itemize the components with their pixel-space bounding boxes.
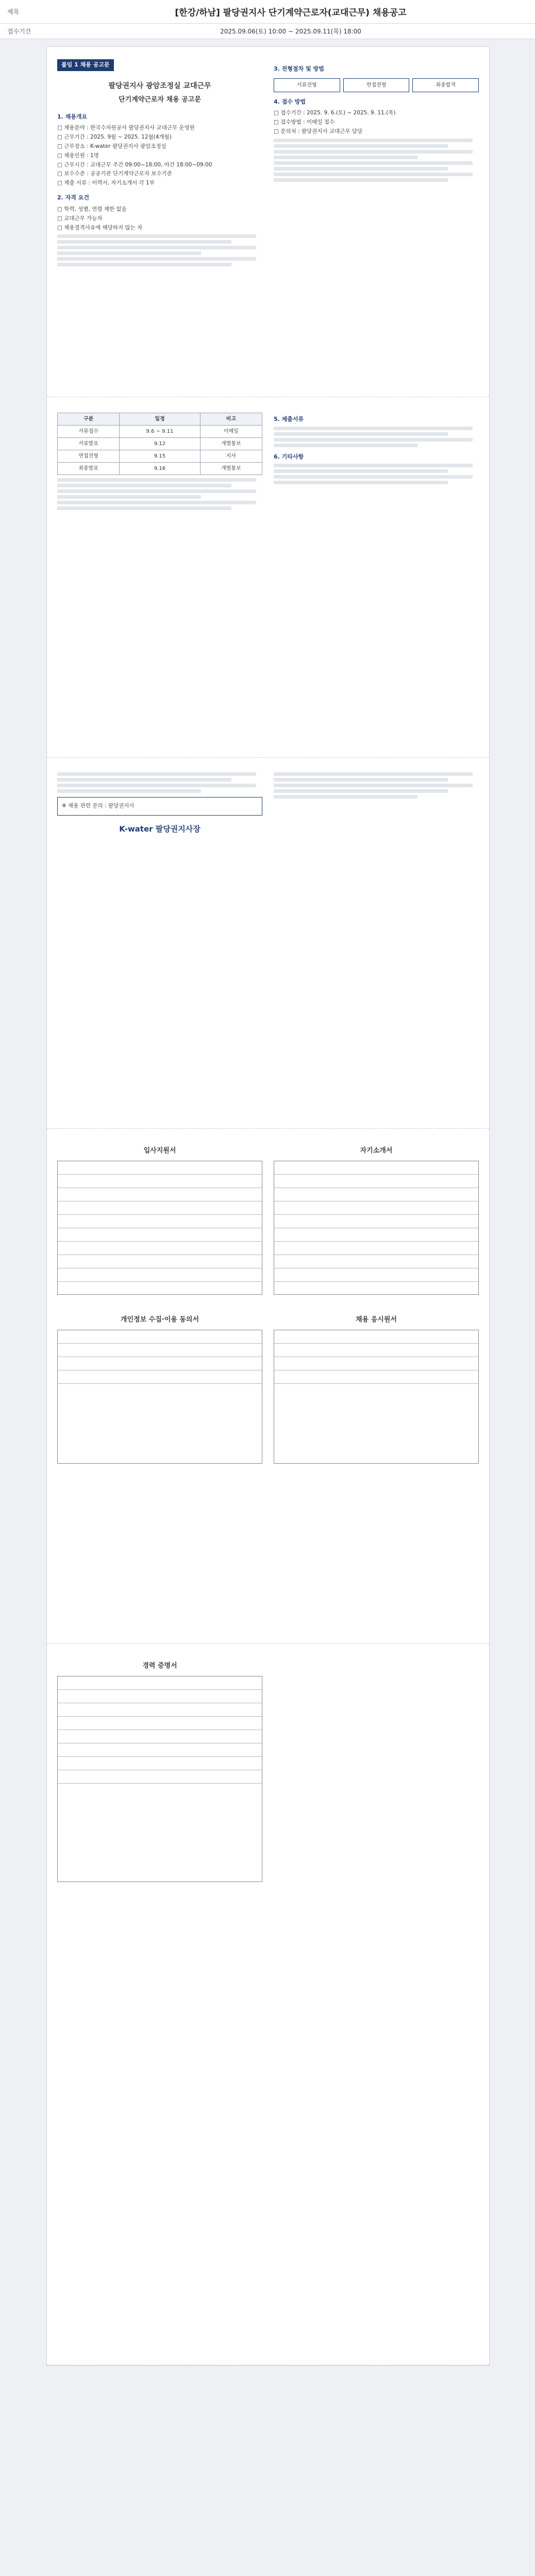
text-placeholder (57, 772, 256, 776)
form-grid (274, 1161, 479, 1295)
text-placeholder (274, 432, 448, 436)
table-cell: 9.6 ~ 9.11 (120, 426, 200, 438)
table-cell: 9.16 (120, 463, 200, 475)
form-title: 개인정보 수집·이용 동의서 (120, 1316, 199, 1324)
text-placeholder (57, 789, 201, 793)
text-placeholder (57, 495, 201, 499)
section-heading: 6. 기타사항 (274, 453, 304, 460)
text-placeholder (274, 438, 473, 442)
text-placeholder (57, 489, 256, 493)
text-placeholder (274, 150, 473, 154)
table-row (58, 463, 262, 475)
text-placeholder (274, 795, 417, 799)
text-placeholder (274, 784, 473, 787)
text-placeholder (57, 263, 231, 266)
period-row (0, 24, 535, 39)
form-title: 입사지원서 (143, 1147, 176, 1155)
table-row (58, 426, 262, 438)
doc-title: 팔당권지사 광암조정실 교대근무 (108, 81, 211, 90)
table-cell: 최종발표 (58, 463, 120, 475)
text-line: □ 접수방법 : 이메일 접수 (274, 119, 335, 126)
form-grid (57, 1161, 262, 1295)
table-header: 구분 (58, 413, 120, 426)
text-placeholder (57, 501, 256, 504)
section-chip: 붙임 1 채용 공고문 (57, 59, 114, 71)
text-placeholder (57, 478, 256, 482)
text-line: □ 채용분야 : 한국수자원공사 팔당권지사 교대근무 운영원 (57, 125, 195, 131)
text-placeholder (57, 784, 256, 787)
text-line: □ 문의처 : 팔당권지사 교대근무 담당 (274, 128, 363, 135)
table-cell: 면접전형 (58, 450, 120, 463)
table-cell: 지사 (200, 450, 262, 463)
text-placeholder (274, 427, 473, 430)
table-cell: 서류접수 (58, 426, 120, 438)
text-placeholder (57, 778, 231, 782)
table-cell: 서류발표 (58, 438, 120, 450)
text-placeholder (274, 178, 448, 182)
period-value: 2025.09.06(토) 10:00 ~ 2025.09.11(목) 18:00 (220, 28, 361, 35)
post-title: [한강/하남] 팔당권지사 단기계약근로자(교대근무) 채용공고 (175, 8, 407, 18)
issuer-signature: K-water 팔당권지사장 (119, 824, 200, 834)
table-header: 비고 (200, 413, 262, 426)
table-cell: 이메일 (200, 426, 262, 438)
text-placeholder (274, 475, 473, 479)
flow-step: 면접전형 (343, 78, 410, 92)
text-placeholder (57, 251, 201, 255)
flow-step: 최종합격 (412, 78, 479, 92)
section-heading: 2. 자격 요건 (57, 194, 89, 201)
period-label: 접수기간 (7, 28, 31, 35)
text-placeholder (274, 464, 473, 467)
section-heading: 4. 접수 방법 (274, 98, 306, 105)
process-flow (274, 78, 479, 92)
table-cell: 개별통보 (200, 463, 262, 475)
doc-page-1 (47, 47, 489, 397)
text-line: □ 교대근무 가능자 (57, 215, 103, 222)
text-placeholder (57, 506, 231, 510)
form-title: 경력 증명서 (142, 1662, 177, 1670)
text-placeholder (274, 173, 473, 176)
form-title: 자기소개서 (360, 1147, 393, 1155)
text-placeholder (274, 144, 448, 148)
text-line: □ 접수기간 : 2025. 9. 6.(토) ~ 2025. 9. 11.(목) (274, 110, 396, 116)
text-placeholder (57, 257, 256, 261)
text-placeholder (274, 444, 417, 447)
doc-page-2 (47, 397, 489, 758)
table-row (58, 450, 262, 463)
doc-page-5 (47, 1644, 489, 2365)
flow-step: 서류전형 (274, 78, 340, 92)
text-line: □ 보수수준 : 공공기관 단기계약근로자 보수기준 (57, 171, 172, 177)
table-row (58, 438, 262, 450)
title-label: 제목 (7, 8, 20, 15)
text-line: □ 학력, 성별, 연령 제한 없음 (57, 206, 127, 212)
form-grid (57, 1676, 262, 1882)
text-placeholder (274, 469, 448, 473)
text-placeholder (57, 240, 231, 244)
text-placeholder (57, 484, 231, 487)
text-placeholder (274, 139, 473, 142)
text-placeholder (274, 481, 448, 484)
table-cell: 개별통보 (200, 438, 262, 450)
text-line: □ 근무시간 : 교대근무 주간 09:00~18:00, 야간 18:00~09:00 (57, 161, 212, 168)
doc-page-3 (47, 758, 489, 1129)
form-grid (274, 1330, 479, 1464)
table-cell: 9.15 (120, 450, 200, 463)
title-row (0, 0, 535, 24)
doc-page-4 (47, 1129, 489, 1644)
text-line: □ 근무기간 : 2025. 9월 ~ 2025. 12월(4개월) (57, 134, 172, 141)
text-placeholder (57, 234, 256, 238)
section-heading: 3. 전형절차 및 방법 (274, 65, 324, 72)
schedule-table (57, 413, 262, 475)
text-line: □ 근무장소 : K-water 팔당권지사 광암조정실 (57, 143, 166, 149)
table-header: 일정 (120, 413, 200, 426)
form-grid (57, 1330, 262, 1464)
text-line: □ 제출 서류 : 이력서, 자기소개서 각 1부 (57, 180, 155, 187)
section-heading: 5. 제출서류 (274, 416, 304, 422)
text-placeholder (274, 161, 473, 165)
announcement-document (46, 46, 490, 2366)
text-placeholder (274, 156, 417, 159)
text-placeholder (274, 778, 448, 782)
text-placeholder (274, 772, 473, 776)
table-cell: 9.12 (120, 438, 200, 450)
section-heading: 1. 채용개요 (57, 113, 88, 120)
text-placeholder (274, 167, 448, 171)
text-line: □ 채용인원 : 1명 (57, 152, 99, 159)
form-title: 채용 응시원서 (356, 1316, 397, 1324)
notice-box: ※ 채용 관련 문의 : 팔당권지사 (57, 797, 262, 816)
doc-subtitle: 단기계약근로자 채용 공고문 (119, 96, 201, 104)
text-line: □ 채용결격사유에 해당하지 않는 자 (57, 224, 143, 231)
text-placeholder (57, 246, 256, 249)
text-placeholder (274, 789, 448, 793)
